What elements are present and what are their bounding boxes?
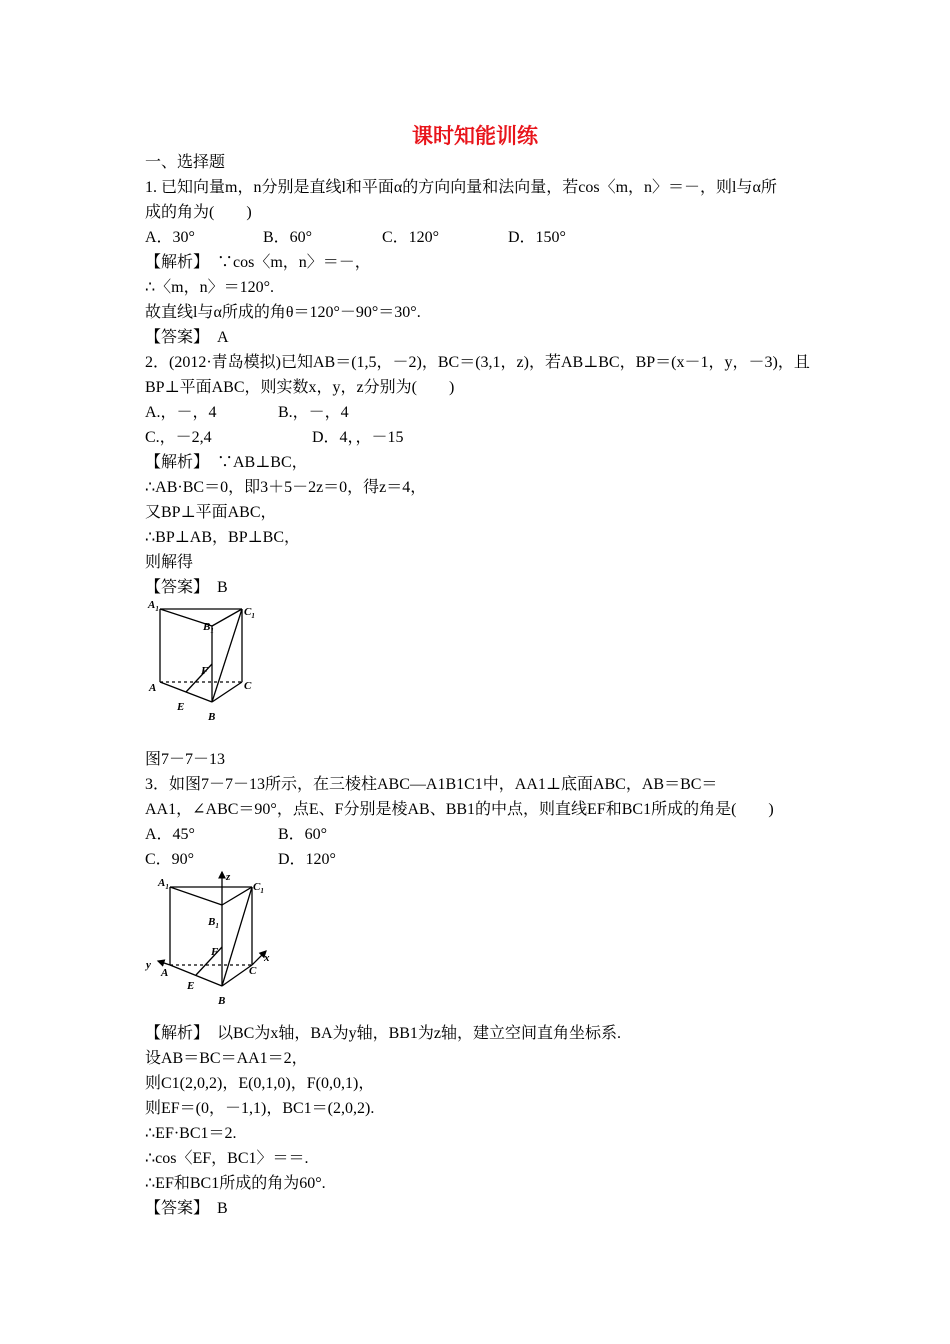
q2-stem-line2: BP⊥平面ABC，则实数x，y，z分别为( ) [145,379,455,396]
label-A: A [161,967,169,979]
q2-option-d: D．4，，－15 [312,429,404,446]
label-A1: $A_1$ [148,599,159,613]
q3-option-a: A．45° [145,826,195,843]
q1-option-a: A．30° [145,229,195,246]
q3-solution-line: 设AB＝BC＝AA1＝2， [145,1050,308,1067]
label-x: x [264,952,270,964]
label-y: y [146,959,151,971]
prism-axes-figure [140,868,280,1010]
q1-solution-line: 【解析】 ∵cos〈m，n〉＝－， [145,254,371,271]
label-B: B [208,711,216,723]
figure-caption: 图7－7－13 [145,751,226,768]
q3-solution-line: 则C1(2,0,2)，E(0,1,0)，F(0,0,1)， [145,1075,375,1092]
q3-option-c: C．90° [145,851,195,868]
label-C1: $C_1$ [253,881,264,895]
label-C: C [244,680,252,692]
q2-solution-line: ∴BP⊥AB，BP⊥BC， [145,529,300,546]
label-F: F [201,665,209,677]
label-B: B [218,995,226,1007]
q2-solution-line: 又BP⊥平面ABC， [145,504,277,521]
q1-solution-line: ∴〈m，n〉＝120°. [145,279,275,296]
q1-stem-line2: 成的角为( ) [145,204,252,221]
label-B1: $B_1$ [208,916,219,930]
q3-answer: 【答案】 B [145,1200,228,1217]
label-F: F [211,946,219,958]
label-C1: $C_1$ [244,606,255,620]
q2-answer: 【答案】 B [145,579,228,596]
q2-option-a: A.，－，4 [145,404,217,421]
label-C: C [249,965,257,977]
q3-solution-line: ∴cos〈EF，BC1〉＝＝. [145,1150,309,1167]
label-A: A [149,682,157,694]
label-z: z [226,871,231,883]
q2-solution-line: 【解析】 ∵AB⊥BC， [145,454,308,471]
q3-solution-line: ∴EF和BC1所成的角为60°. [145,1175,326,1192]
q1-option-c: C．120° [382,229,440,246]
q3-stem-line1: 3．如图7－7－13所示，在三棱柱ABC—A1B1C1中，AA1⊥底面ABC，AB＝BC＝ [145,776,718,793]
q1-stem-line1: 1. 已知向量m，n分别是直线l和平面α的方向向量和法向量，若cos〈m，n〉＝－，则l与α所 [145,179,777,196]
q1-answer: 【答案】 A [145,329,229,346]
q3-option-b: B．60° [278,826,328,843]
prism-figure [140,596,270,726]
q2-stem-line1: 2．(2012·青岛模拟)已知AB＝(1,5，－2)，BC＝(3,1，z)，若AB⊥BC，BP＝(x－1，y，－3)，且 [145,354,810,371]
label-E: E [177,701,185,713]
label-B1: $B_1$ [203,621,214,635]
q2-option-b: B.，－，4 [278,404,349,421]
label-A1: $A_1$ [158,877,169,891]
q3-solution-line: ∴EF·BC1＝2. [145,1125,237,1142]
q3-solution-line: 则EF＝(0，－1,1)，BC1＝(2,0,2). [145,1100,375,1117]
q2-solution-line: ∴AB·BC＝0，即3＋5－2z＝0，得z＝4， [145,479,427,496]
label-E: E [187,980,195,992]
q1-option-d: D．150° [508,229,566,246]
page-title: 课时知能训练 [412,124,538,148]
q1-solution-line: 故直线l与α所成的角θ＝120°－90°＝30°. [145,304,421,321]
q1-option-b: B．60° [263,229,313,246]
q2-option-c: C.，－2,4 [145,429,212,446]
q3-stem-line2: AA1，∠ABC＝90°，点E、F分别是棱AB、BB1的中点，则直线EF和BC1所成的角是( ) [145,801,774,818]
q3-option-d: D．120° [278,851,336,868]
section-heading: 一、选择题 [145,154,226,171]
q2-solution-line: 则解得 [145,554,194,571]
q3-solution-line: 【解析】 以BC为x轴，BA为y轴，BB1为z轴，建立空间直角坐标系. [145,1025,622,1042]
